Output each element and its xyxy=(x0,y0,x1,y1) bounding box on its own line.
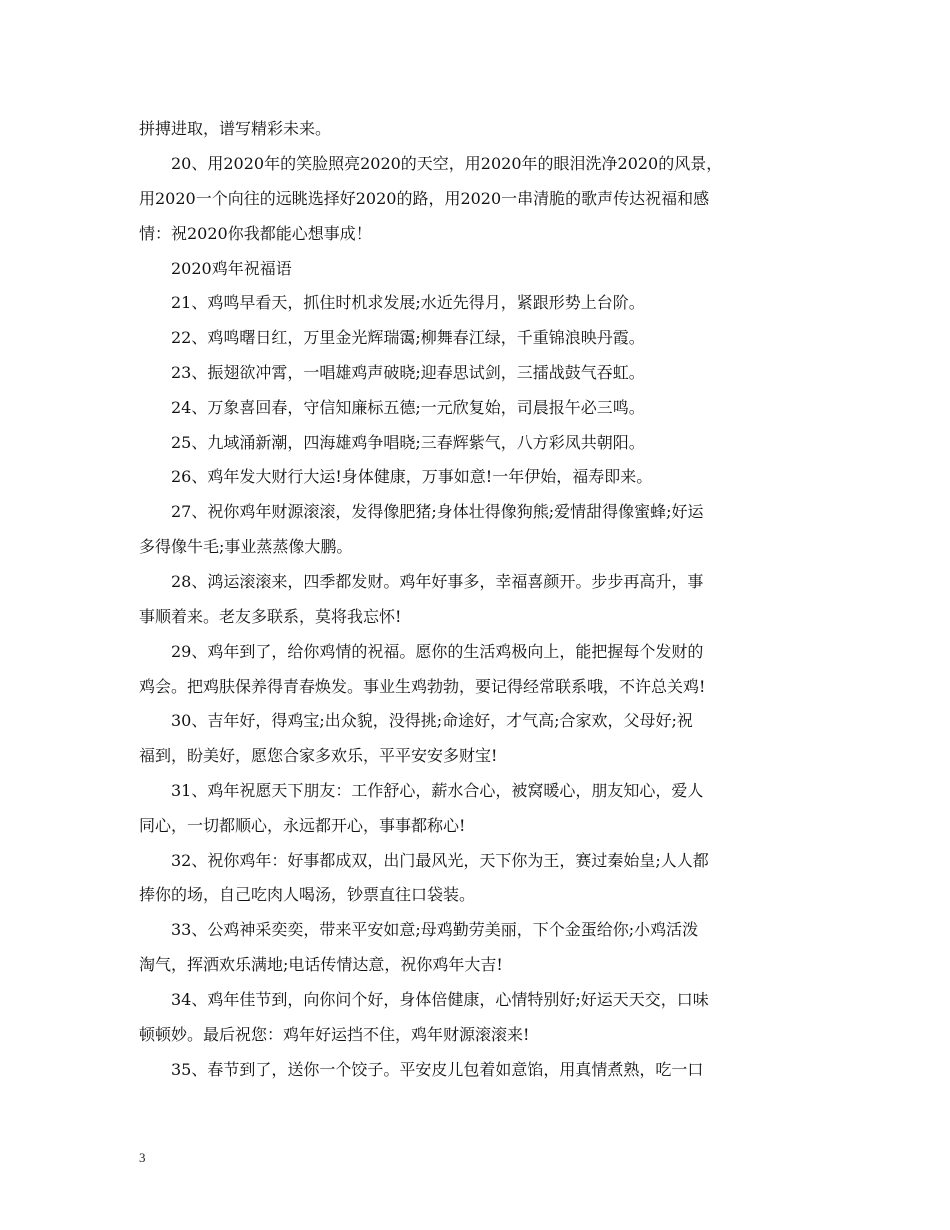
text-line: 情：祝2020你我都能心想事成！ xyxy=(139,224,372,243)
text-line: 23、振翅欲冲霄，一唱雄鸡声破晓;迎春思试剑，三擂战鼓气吞虹。 xyxy=(171,363,645,382)
text-line: 26、鸡年发大财行大运!身体健康，万事如意!一年伊始，福寿即来。 xyxy=(171,467,653,486)
text-line: 35、春节到了，送你一个饺子。平安皮儿包着如意馅，用真情煮熟，吃一口 xyxy=(171,1060,704,1079)
text-line: 捧你的场，自己吃肉人喝汤，钞票直往口袋装。 xyxy=(139,885,476,904)
section-heading: 2020鸡年祝福语 xyxy=(171,259,292,278)
text-line: 淘气，挥洒欢乐满地;电话传情达意，祝你鸡年大吉! xyxy=(139,955,503,974)
text-line: 32、祝你鸡年：好事都成双，出门最风光，天下你为王，赛过秦始皇;人人都 xyxy=(171,851,709,870)
text-line: 21、鸡鸣早看天，抓住时机求发展;水近先得月，紧跟形势上台阶。 xyxy=(171,293,645,312)
text-line: 22、鸡鸣曙日红，万里金光辉瑞霭;柳舞春江绿，千重锦浪映丹霞。 xyxy=(171,328,645,347)
text-line: 27、祝你鸡年财源滚滚，发得像肥猪;身体壮得像狗熊;爱情甜得像蜜蜂;好运 xyxy=(171,502,704,521)
text-line: 多得像牛毛;事业蒸蒸像大鹏。 xyxy=(139,537,353,556)
text-line: 30、吉年好，得鸡宝;出众貌，没得挑;命途好，才气高;合家欢，父母好;祝 xyxy=(171,711,693,730)
text-line: 拼搏进取，谱写精彩未来。 xyxy=(139,119,332,138)
text-line: 福到，盼美好，愿您合家多欢乐，平平安安多财宝! xyxy=(139,746,498,765)
text-line: 鸡会。把鸡肤保养得青春焕发。事业生鸡勃勃，要记得经常联系哦，不许总关鸡! xyxy=(139,677,706,696)
text-line: 20、用2020年的笑脸照亮2020的天空，用2020年的眼泪洗净2020的风景， xyxy=(171,154,723,173)
text-line: 33、公鸡神采奕奕，带来平安如意;母鸡勤劳美丽，下个金蛋给你;小鸡活泼 xyxy=(171,920,699,939)
text-line: 28、鸿运滚滚来，四季都发财。鸡年好事多，幸福喜颜开。步步再高升，事 xyxy=(171,572,704,591)
text-line: 用2020一个向往的远眺选择好2020的路，用2020一串清脆的歌声传达祝福和感 xyxy=(139,189,710,208)
text-line: 25、九域涌新潮，四海雄鸡争唱晓;三春辉紫气，八方彩凤共朝阳。 xyxy=(171,433,645,452)
text-line: 29、鸡年到了，给你鸡情的祝福。愿你的生活鸡极向上，能把握每个发财的 xyxy=(171,642,704,661)
text-line: 事顺着来。老友多联系，莫将我忘怀! xyxy=(139,607,402,626)
page-number: 3 xyxy=(139,1150,146,1165)
text-line: 顿顿妙。最后祝您：鸡年好运挡不住，鸡年财源滚滚来! xyxy=(139,1025,530,1044)
text-line: 31、鸡年祝愿天下朋友：工作舒心，薪水合心，被窝暖心，朋友知心，爱人 xyxy=(171,781,704,800)
text-line: 24、万象喜回春，守信知廉标五德;一元欣复始，司晨报午必三鸣。 xyxy=(171,398,645,417)
text-line: 同心，一切都顺心，永远都开心，事事都称心! xyxy=(139,816,466,835)
text-line: 34、鸡年佳节到，向你问个好，身体倍健康，心情特别好;好运天天交，口味 xyxy=(171,990,709,1009)
